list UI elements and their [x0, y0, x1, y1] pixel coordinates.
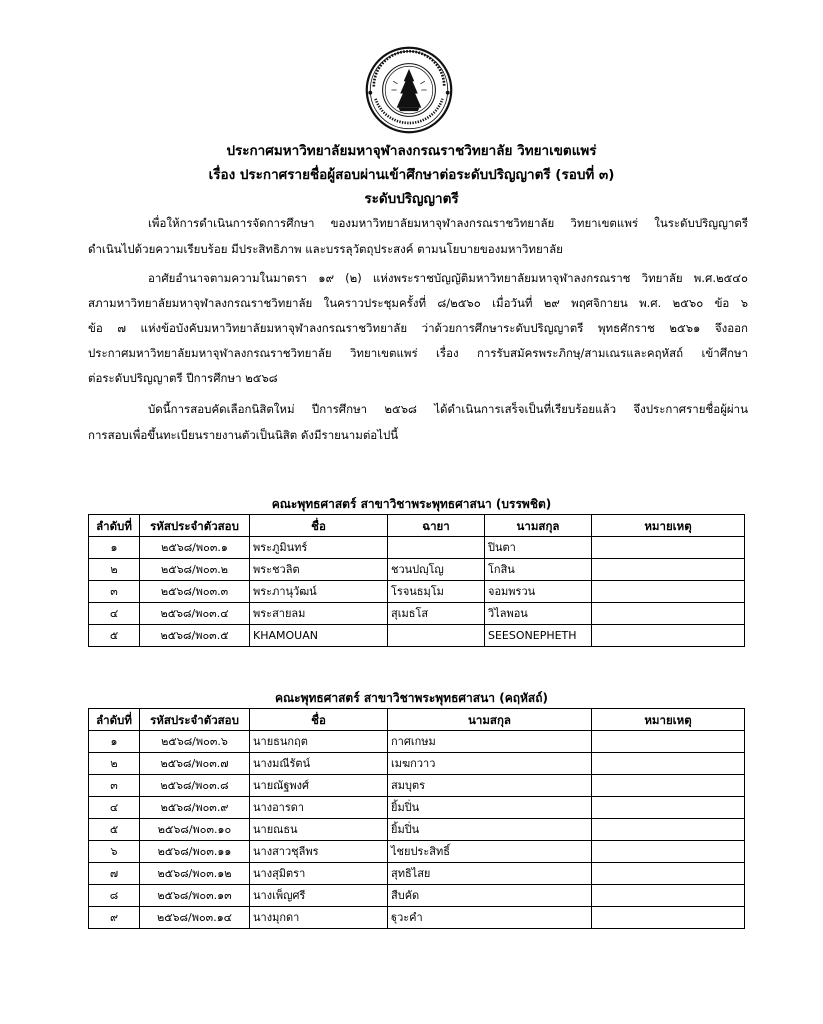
cell-exam-id: ๒๕๖๘/พ๐๓.๓	[140, 581, 250, 603]
cell-remark	[592, 625, 745, 647]
cell-surname: ยิ้มปิ่น	[388, 819, 592, 841]
cell-name: พระภานุวัฒน์	[250, 581, 388, 603]
table-row	[89, 841, 745, 863]
cell-surname: ไชยประสิทธิ์	[388, 841, 592, 863]
cell-remark	[592, 841, 745, 863]
cell-name: นายธนกฤต	[250, 731, 388, 753]
cell-order: ๕	[89, 625, 140, 647]
paragraph-line: เพื่อให้การดำเนินการจัดการศึกษา ของมหาวิทยาลัยมหาจุฬาลงกรณราชวิทยาลัย วิทยาเขตแพร่ ในระดับปริญญาตรี	[148, 216, 748, 230]
cell-surname: ฐุวะคำ	[388, 907, 592, 929]
cell-remark	[592, 775, 745, 797]
cell-exam-id: ๒๕๖๘/พ๐๓.๘	[140, 775, 250, 797]
cell-exam-id: ๒๕๖๘/พ๐๓.๖	[140, 731, 250, 753]
cell-exam-id: ๒๕๖๘/พ๐๓.๙	[140, 797, 250, 819]
col-header-exam-id: รหัสประจำตัวสอบ	[140, 515, 250, 537]
cell-name: พระภูมินทร์	[250, 537, 388, 559]
cell-monastic-name: สุเมธโส	[388, 603, 485, 625]
cell-name: พระสายลม	[250, 603, 388, 625]
table-row	[89, 581, 745, 603]
cell-monastic-name: ชวนปญฺโญ	[388, 559, 485, 581]
cell-remark	[592, 819, 745, 841]
col-header-monastic-name: ฉายา	[388, 515, 485, 537]
cell-exam-id: ๒๕๖๘/พ๐๓.๑๐	[140, 819, 250, 841]
paragraph-line: การสอบเพื่อขึ้นทะเบียนรายงานตัวเป็นนิสิต ดังมีรายนามต่อไปนี้	[88, 428, 399, 442]
table-row	[89, 885, 745, 907]
ordained-roster-table	[88, 514, 745, 647]
cell-order: ๔	[89, 797, 140, 819]
cell-surname: เมฆกวาว	[388, 753, 592, 775]
cell-exam-id: ๒๕๖๘/พ๐๓.๕	[140, 625, 250, 647]
paragraph-line: บัดนี้การสอบคัดเลือกนิสิตใหม่ ปีการศึกษา ๒๕๖๘ ได้ดำเนินการเสร็จเป็นที่เรียบร้อยแล้ว จึงประกาศรายชื่อผู้ผ่าน	[148, 402, 748, 416]
cell-order: ๘	[89, 885, 140, 907]
laity-roster-table	[88, 708, 745, 929]
cell-surname: ยิ้มปิ่น	[388, 797, 592, 819]
table-row	[89, 537, 745, 559]
cell-surname: สืบคัด	[388, 885, 592, 907]
col-header-remark: หมายเหตุ	[592, 709, 745, 731]
paragraph-line: ดำเนินไปด้วยความเรียบร้อย มีประสิทธิภาพ และบรรลุวัตถุประสงค์ ตามนโยบายของมหาวิทยาลัย	[88, 242, 563, 256]
col-header-name: ชื่อ	[250, 709, 388, 731]
university-seal-icon	[365, 46, 453, 134]
paragraph-line: ข้อ ๗ แห่งข้อบังคับมหาวิทยาลัยมหาจุฬาลงกรณราชวิทยาลัย ว่าด้วยการศึกษาระดับปริญญาตรี พุทธศักราช ๒๕๖๑ จึงออก	[88, 321, 748, 335]
table-row	[89, 863, 745, 885]
cell-exam-id: ๒๕๖๘/พ๐๓.๑๒	[140, 863, 250, 885]
cell-remark	[592, 863, 745, 885]
cell-surname: สมบุตร	[388, 775, 592, 797]
table-row	[89, 625, 745, 647]
table-row	[89, 731, 745, 753]
cell-order: ๖	[89, 841, 140, 863]
table-header-row	[89, 515, 745, 537]
cell-name: นางเพ็ญศรี	[250, 885, 388, 907]
cell-name: นางมณีรัตน์	[250, 753, 388, 775]
cell-surname: ปินตา	[485, 537, 592, 559]
cell-monastic-name: โรจนธมฺโม	[388, 581, 485, 603]
cell-name: นางสาวชุลีพร	[250, 841, 388, 863]
table2-title: คณะพุทธศาสตร์ สาขาวิชาพระพุทธศาสนา (คฤหัสถ์)	[275, 691, 548, 705]
table-row	[89, 559, 745, 581]
col-header-remark: หมายเหตุ	[592, 515, 745, 537]
paragraph-line: สภามหาวิทยาลัยมหาจุฬาลงกรณราชวิทยาลัย ในคราวประชุมครั้งที่ ๘/๒๕๖๐ เมื่อวันที่ ๒๙ พฤศจิกายน พ.ศ. ๒๕๖๐ ข้อ ๖	[88, 296, 748, 310]
col-header-exam-id: รหัสประจำตัวสอบ	[140, 709, 250, 731]
cell-monastic-name	[388, 537, 485, 559]
cell-order: ๒	[89, 559, 140, 581]
cell-exam-id: ๒๕๖๘/พ๐๓.๗	[140, 753, 250, 775]
cell-surname: SEESONEPHETH	[485, 625, 592, 647]
cell-remark	[592, 731, 745, 753]
cell-name: นายณธน	[250, 819, 388, 841]
cell-remark	[592, 559, 745, 581]
cell-surname: โกสิน	[485, 559, 592, 581]
col-header-name: ชื่อ	[250, 515, 388, 537]
cell-monastic-name	[388, 625, 485, 647]
cell-remark	[592, 753, 745, 775]
table-header-row	[89, 709, 745, 731]
announcement-level: ระดับปริญญาตรี	[364, 191, 459, 207]
col-header-order: ลำดับที่	[89, 709, 140, 731]
table-row	[89, 753, 745, 775]
col-header-surname: นามสกุล	[485, 515, 592, 537]
cell-name: นางอารดา	[250, 797, 388, 819]
col-header-order: ลำดับที่	[89, 515, 140, 537]
cell-exam-id: ๒๕๖๘/พ๐๓.๒	[140, 559, 250, 581]
cell-name: พระชวลิต	[250, 559, 388, 581]
cell-exam-id: ๒๕๖๘/พ๐๓.๑๔	[140, 907, 250, 929]
cell-order: ๑	[89, 537, 140, 559]
paragraph-line: อาศัยอำนาจตามความในมาตรา ๑๙ (๒) แห่งพระราชบัญญัติมหาวิทยาลัยมหาจุฬาลงกรณราช วิทยาลัย พ.ศ.๒๕๔๐	[148, 271, 748, 285]
cell-remark	[592, 797, 745, 819]
cell-surname: จอมพรวน	[485, 581, 592, 603]
cell-order: ๒	[89, 753, 140, 775]
cell-exam-id: ๒๕๖๘/พ๐๓.๑๑	[140, 841, 250, 863]
cell-remark	[592, 537, 745, 559]
cell-remark	[592, 885, 745, 907]
cell-surname: วิไลพอน	[485, 603, 592, 625]
col-header-surname: นามสกุล	[388, 709, 592, 731]
table1-title: คณะพุทธศาสตร์ สาขาวิชาพระพุทธศาสนา (บรรพชิต)	[271, 497, 552, 511]
cell-order: ๓	[89, 581, 140, 603]
cell-exam-id: ๒๕๖๘/พ๐๓.๑	[140, 537, 250, 559]
cell-remark	[592, 581, 745, 603]
cell-order: ๑	[89, 731, 140, 753]
table-row	[89, 797, 745, 819]
cell-surname: สุทธิไสย	[388, 863, 592, 885]
cell-order: ๔	[89, 603, 140, 625]
cell-name: นางมุกดา	[250, 907, 388, 929]
table-row	[89, 775, 745, 797]
announcement-title: ประกาศมหาวิทยาลัยมหาจุฬาลงกรณราชวิทยาลัย วิทยาเขตแพร่	[226, 143, 597, 159]
table-row	[89, 603, 745, 625]
cell-surname: กาศเกษม	[388, 731, 592, 753]
cell-exam-id: ๒๕๖๘/พ๐๓.๑๓	[140, 885, 250, 907]
table-row	[89, 819, 745, 841]
table-row	[89, 907, 745, 929]
cell-remark	[592, 907, 745, 929]
cell-name: KHAMOUAN	[250, 625, 388, 647]
cell-order: ๙	[89, 907, 140, 929]
cell-remark	[592, 603, 745, 625]
cell-order: ๓	[89, 775, 140, 797]
cell-name: นายณัฐพงศ์	[250, 775, 388, 797]
cell-name: นางสุมิตรา	[250, 863, 388, 885]
cell-exam-id: ๒๕๖๘/พ๐๓.๔	[140, 603, 250, 625]
paragraph-line: ประกาศมหาวิทยาลัยมหาจุฬาลงกรณราชวิทยาลัย วิทยาเขตแพร่ เรื่อง การรับสมัครพระภิกษุ/สามเณรและคฤหัสถ์ เข้าศึกษา	[88, 346, 748, 360]
cell-order: ๗	[89, 863, 140, 885]
announcement-subject: เรื่อง ประกาศรายชื่อผู้สอบผ่านเข้าศึกษาต่อระดับปริญญาตรี (รอบที่ ๓)	[208, 167, 615, 183]
paragraph-line: ต่อระดับปริญญาตรี ปีการศึกษา ๒๕๖๘	[88, 371, 278, 385]
cell-order: ๕	[89, 819, 140, 841]
